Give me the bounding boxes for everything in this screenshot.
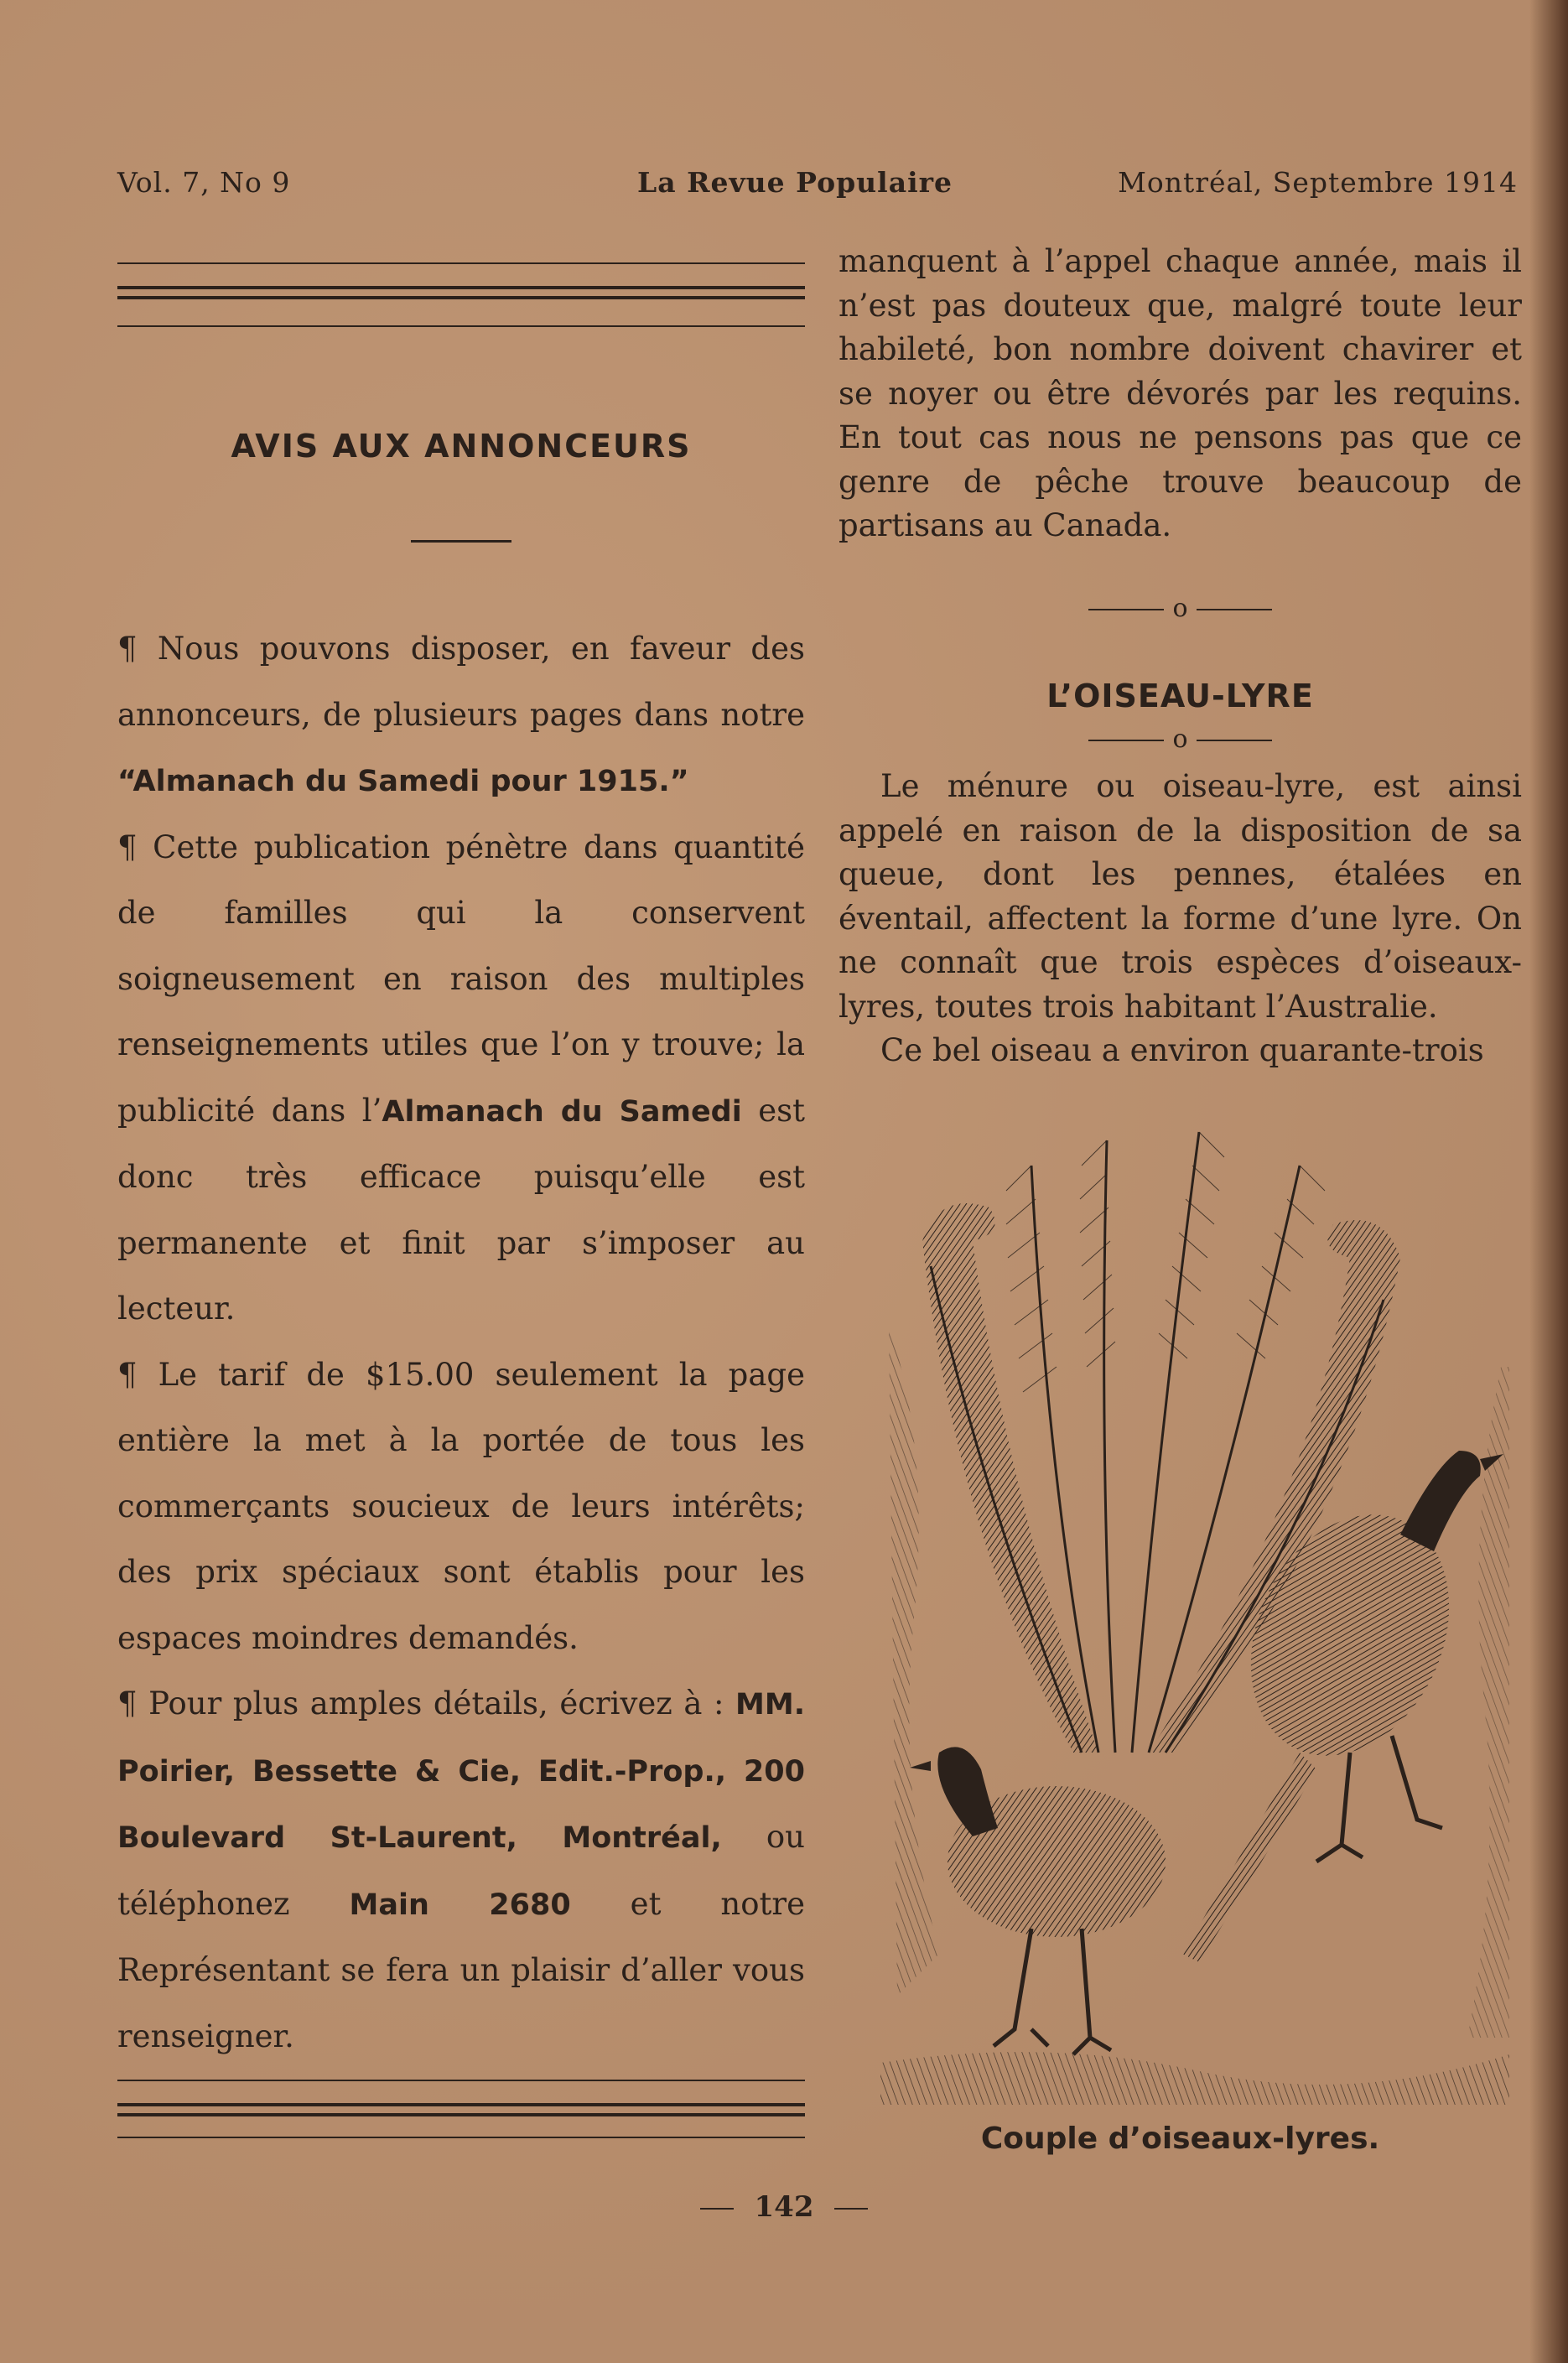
notice-paragraph: ¶ Le tarif de $15.00 seulement la page entière la met à la portée de tous les commerçants soucieux de leurs intérêts; des prix spéciaux sont établis pour les espaces moindres demandés. <box>117 1356 805 1656</box>
volume-label: Vol. 7, No 9 <box>117 166 291 199</box>
divider <box>117 2103 805 2106</box>
divider <box>117 296 805 299</box>
divider <box>117 2080 805 2081</box>
divider <box>117 2113 805 2116</box>
article-paragraph: Ce bel oiseau a environ quarante-trois <box>880 1032 1484 1068</box>
issue-date: Montréal, Septembre 1914 <box>1118 166 1518 199</box>
article-paragraph: Le ménure ou oiseau-lyre, est ainsi appelé en raison de la disposition de sa queue, dont les pennes, étalées en éventail, affectent la forme d’une lyre. On ne connaît que trois espèces d’oiseaux-lyres, toutes trois habitant l’Australie. <box>839 768 1522 1025</box>
notice-paragraph: ¶ Cette publication pénètre dans quantité de familles qui la conservent soigneusement en raison des multiples renseignements utiles que l’on y trouve; la publicité dans l’Almanach du Samedi est donc très efficace puisqu’elle est permanente et finit par s’imposer au lecteur. <box>117 828 806 1327</box>
article-title: L’OISEAU-LYRE <box>1046 678 1314 714</box>
running-header <box>117 166 1518 208</box>
lyrebird-engraving <box>880 1115 1509 2147</box>
divider <box>117 2137 805 2138</box>
almanach-title: “Almanach du Samedi pour 1915.” <box>117 765 689 798</box>
publisher-address: MM. Poirier, Bessette & Cie, Edit.-Prop., 200 Boulevard St-Laurent, Montréal, <box>117 1688 805 1855</box>
divider <box>117 325 805 327</box>
divider <box>117 262 805 264</box>
title-underline <box>411 540 511 543</box>
phone-number: Main 2680 <box>349 1888 571 1922</box>
publication-title: La Revue Populaire <box>637 166 953 199</box>
page-edge-shadow <box>1529 0 1568 2363</box>
notice-body <box>117 616 805 2070</box>
page-number: 142 <box>0 2190 1568 2224</box>
notice-paragraph: ¶ Nous pouvons disposer, en faveur des annonceurs, de plusieurs pages dans notre “Almanach du Samedi pour 1915.” <box>117 631 805 798</box>
section-separator: o <box>839 594 1522 623</box>
article-body <box>839 765 1522 1073</box>
notice-paragraph: ¶ Pour plus amples détails, écrivez à : MM. Poirier, Bessette & Cie, Edit.-Prop., 200 Boulevard St-Laurent, Montréal, ou téléphonez Main 2680 et notre Représentant se fera un plaisir d’aller vous renseigner. <box>117 1685 805 2054</box>
title-separator: o <box>839 724 1522 754</box>
notice-title: AVIS AUX ANNONCEURS <box>231 428 692 465</box>
divider <box>117 286 805 289</box>
continued-article-text: manquent à l’appel chaque année, mais il n’est pas douteux que, malgré toute leur habileté, bon nombre doivent chavirer et se noyer ou être dévorés par les requins. En tout cas nous ne pensons pas que ce genre de pêche trouve beaucoup de partisans au Canada. <box>839 243 1522 543</box>
figure-caption: Couple d’oiseaux-lyres. <box>980 2122 1380 2156</box>
